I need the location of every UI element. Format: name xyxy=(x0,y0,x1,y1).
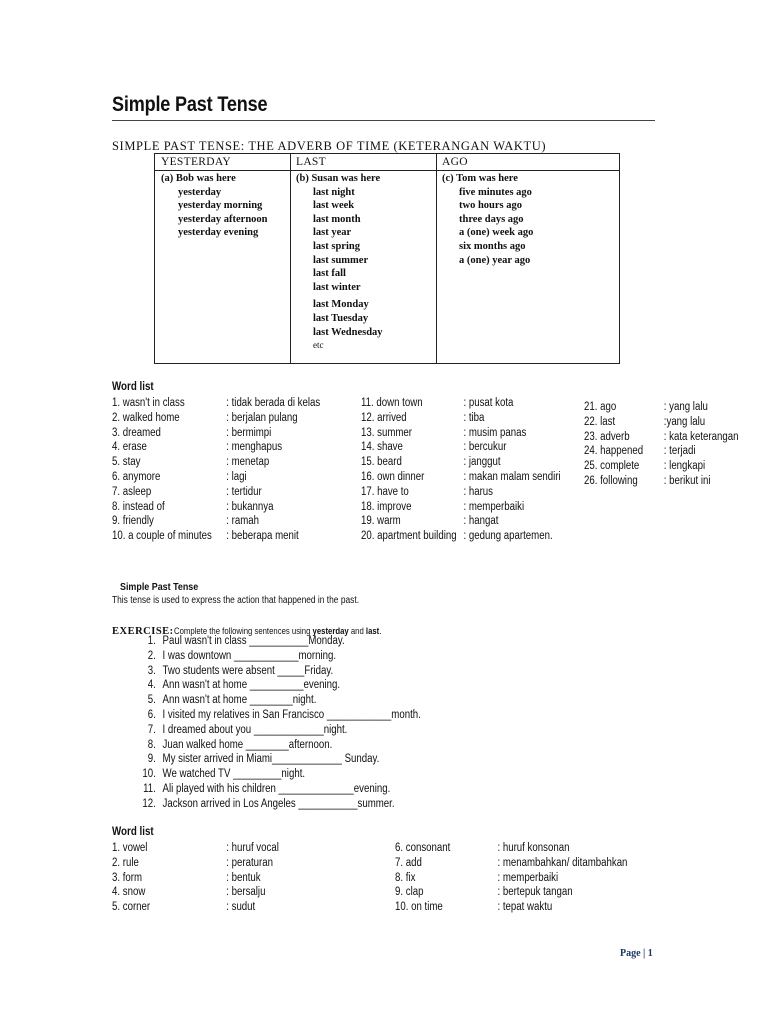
word-meaning: : harus xyxy=(463,485,494,498)
word-list-item xyxy=(112,529,299,544)
word-term: 17. have to xyxy=(361,485,409,498)
sentence-number: 4. xyxy=(147,679,156,692)
word-term: 21. ago xyxy=(584,401,617,413)
exercise-sentence xyxy=(134,634,345,649)
word-list-item xyxy=(584,415,706,430)
word-list-item xyxy=(112,856,273,871)
sentence-number: 1. xyxy=(147,635,156,647)
adverb-item: last summer xyxy=(313,254,369,266)
sentence-number: 5. xyxy=(147,694,156,707)
word-meaning: : bermimpi xyxy=(226,426,272,439)
sentence-number: 3. xyxy=(147,664,156,677)
exercise-sentence xyxy=(134,649,337,664)
word-meaning: : tepat waktu xyxy=(497,901,553,914)
adverb-items xyxy=(442,186,619,268)
adverb-col-header: LAST xyxy=(290,154,436,171)
word-meaning: : memperbaiki xyxy=(497,871,559,884)
word-list-item xyxy=(395,871,559,886)
wordlist-1-title: Word list xyxy=(112,381,154,393)
word-meaning: : kata keterangan xyxy=(663,430,739,443)
word-term: 9. friendly xyxy=(112,515,154,528)
word-meaning: : janggut xyxy=(463,456,501,469)
adverb-item: last Tuesday xyxy=(313,312,369,324)
word-meaning: : memperbaiki xyxy=(463,500,525,513)
adverb-etc: etc xyxy=(313,340,324,351)
word-meaning: : tertidur xyxy=(226,485,262,498)
word-term: 8. instead of xyxy=(112,500,165,513)
word-meaning: : ramah xyxy=(226,515,259,528)
word-term: 2. rule xyxy=(112,856,139,869)
wordlist-1-col-2 xyxy=(361,396,561,544)
word-meaning: : lengkapi xyxy=(663,460,706,473)
word-list-item xyxy=(112,900,256,915)
sentence-text: Ali played with his children ______________evening. xyxy=(162,782,391,795)
word-term: 15. beard xyxy=(361,456,402,469)
word-list-item xyxy=(112,841,279,856)
instruction-part: . xyxy=(378,626,382,636)
word-meaning: : bercukur xyxy=(463,441,507,454)
adverb-item: six months ago xyxy=(459,240,526,252)
word-list-item xyxy=(584,430,739,445)
adverb-item: last fall xyxy=(313,268,346,280)
exercise-sentences xyxy=(134,634,421,812)
word-meaning: : menetap xyxy=(226,456,270,469)
word-list-item xyxy=(361,396,514,411)
word-list-item xyxy=(584,444,696,459)
section-description: This tense is used to express the action that happened in the past. xyxy=(112,595,360,606)
instruction-part: and xyxy=(348,626,366,636)
word-term: 26. following xyxy=(584,474,638,487)
adverb-items-days xyxy=(296,298,436,339)
sentence-number: 6. xyxy=(147,708,156,721)
exercise-sentence xyxy=(134,767,306,782)
word-meaning: : menambahkan/ ditambahkan xyxy=(497,856,628,869)
exercise-sentence xyxy=(134,782,391,797)
word-list-item xyxy=(361,426,527,441)
word-list-item xyxy=(584,474,711,489)
instruction-keyword: last xyxy=(365,626,379,636)
word-term: 7. asleep xyxy=(112,485,152,498)
word-list-item xyxy=(395,856,628,871)
word-list-item xyxy=(395,900,553,915)
word-meaning: : terjadi xyxy=(663,445,696,458)
word-term: 3. dreamed xyxy=(112,426,161,439)
word-list-item xyxy=(112,514,259,529)
word-meaning: : gedung apartemen. xyxy=(463,530,553,543)
word-term: 12. arrived xyxy=(361,411,407,424)
word-list-item xyxy=(112,871,261,886)
sentence-number: 12. xyxy=(142,797,156,810)
exercise-sentence xyxy=(134,693,317,708)
sentence-text: My sister arrived in Miami_____________ Sunday. xyxy=(162,753,380,766)
word-list-item xyxy=(112,411,298,426)
wordlist-1-col-1 xyxy=(112,396,321,544)
section-subtitle: Simple Past Tense xyxy=(120,581,199,593)
exercise-sentence xyxy=(134,752,380,767)
word-list-item xyxy=(112,396,321,411)
word-list-item xyxy=(584,459,706,474)
adverb-col-header: AGO xyxy=(436,154,619,171)
word-term: 9. clap xyxy=(395,886,424,899)
exercise-sentence xyxy=(134,664,334,679)
adverb-item: a (one) year ago xyxy=(459,254,531,266)
sentence-number: 10. xyxy=(142,768,156,781)
word-meaning: : sudut xyxy=(226,901,256,914)
word-meaning: : makan malam sendiri xyxy=(463,470,561,483)
word-term: 16. own dinner xyxy=(361,470,425,483)
adverb-item: yesterday evening xyxy=(178,227,259,239)
word-list-item xyxy=(361,514,499,529)
exercise-sentence xyxy=(134,678,341,693)
word-term: 6. anymore xyxy=(112,470,161,483)
adverb-lead: (c) Tom was here xyxy=(442,173,518,184)
word-meaning: : berikut ini xyxy=(663,474,711,487)
adverb-item: last year xyxy=(313,227,352,239)
word-meaning: : lagi xyxy=(226,470,247,483)
adverb-items xyxy=(296,186,436,295)
adverb-item: two hours ago xyxy=(459,200,523,212)
word-meaning: : berjalan pulang xyxy=(226,411,298,424)
word-term: 4. snow xyxy=(112,886,146,899)
word-list-item xyxy=(112,885,266,900)
word-list-item xyxy=(361,485,494,500)
word-meaning: : beberapa menit xyxy=(226,530,299,543)
page-title: Simple Past Tense xyxy=(112,93,268,116)
word-list-item xyxy=(361,529,553,544)
title-rule xyxy=(112,120,655,121)
exercise-sentence xyxy=(134,708,421,723)
word-term: 19. warm xyxy=(361,515,401,528)
word-list-item xyxy=(112,426,272,441)
exercise-sentence xyxy=(134,797,395,812)
word-term: 10. a couple of minutes xyxy=(112,530,212,543)
page-number: Page | 1 xyxy=(620,948,653,959)
word-meaning: : peraturan xyxy=(226,856,273,869)
word-term: 25. complete xyxy=(584,460,640,473)
adverb-lead: (b) Susan was here xyxy=(296,173,381,184)
word-list-item xyxy=(112,500,274,515)
wordlist-2-col-1 xyxy=(112,841,279,915)
word-term: 4. erase xyxy=(112,441,147,454)
adverb-item: last spring xyxy=(313,240,360,252)
word-meaning: : tiba xyxy=(463,411,485,424)
sentence-number: 8. xyxy=(147,738,156,751)
adverb-item: last Monday xyxy=(313,299,369,311)
word-list-item xyxy=(395,841,570,856)
word-list-item xyxy=(112,485,262,500)
sentence-text: I was downtown ____________morning. xyxy=(162,649,337,662)
word-meaning: : bersalju xyxy=(226,886,266,899)
word-meaning: : musim panas xyxy=(463,426,527,439)
word-meaning: : huruf vocal xyxy=(226,842,279,854)
exercise-sentence xyxy=(134,723,348,738)
word-term: 24. happened xyxy=(584,445,644,458)
word-term: 14. shave xyxy=(361,441,403,454)
adverb-heading: SIMPLE PAST TENSE: THE ADVERB OF TIME (KETERANGAN WAKTU) xyxy=(112,139,547,153)
adverb-item: yesterday morning xyxy=(178,200,263,212)
word-term: 13. summer xyxy=(361,426,413,439)
word-term: 22. last xyxy=(584,415,616,428)
adverb-item: last night xyxy=(313,186,355,198)
word-list-item xyxy=(395,885,573,900)
word-term: 1. vowel xyxy=(112,842,148,854)
adverb-col-ago xyxy=(436,154,619,363)
word-term: 1. wasn't in class xyxy=(112,397,185,409)
word-meaning: : bertepuk tangan xyxy=(497,886,573,899)
word-term: 5. corner xyxy=(112,901,151,914)
word-term: 20. apartment building xyxy=(361,530,457,543)
word-term: 3. form xyxy=(112,871,143,884)
word-list-item xyxy=(361,440,507,455)
word-term: 10. on time xyxy=(395,901,443,914)
adverb-item: last Wednesday xyxy=(313,326,383,338)
adverb-lead: (a) Bob was here xyxy=(161,173,236,184)
sentence-text: Ann wasn't at home __________evening. xyxy=(162,679,341,692)
adverb-item: last week xyxy=(313,200,355,212)
adverb-item: yesterday xyxy=(178,186,222,198)
adverb-table xyxy=(154,153,620,364)
exercise-sentence xyxy=(134,738,333,753)
instruction-keyword: yesterday xyxy=(312,626,349,636)
sentence-text: Two students were absent _____Friday. xyxy=(162,664,334,677)
word-list-item xyxy=(361,470,561,485)
word-term: 23. adverb xyxy=(584,430,630,443)
word-term: 8. fix xyxy=(395,871,416,884)
word-list-item xyxy=(112,455,270,470)
word-term: 6. consonant xyxy=(395,842,451,854)
word-list-item xyxy=(361,411,485,426)
word-term: 7. add xyxy=(395,856,422,869)
adverb-col-yesterday xyxy=(155,154,291,363)
wordlist-2-col-2 xyxy=(395,841,628,915)
adverb-item: a (one) week ago xyxy=(459,227,534,239)
sentence-text: We watched TV _________night. xyxy=(162,768,306,781)
word-meaning: : bukannya xyxy=(226,500,274,513)
word-meaning: :yang lalu xyxy=(663,415,706,428)
sentence-text: Juan walked home ________afternoon. xyxy=(162,738,333,751)
exercise-label: EXERCISE: xyxy=(112,626,174,637)
adverb-col-body xyxy=(290,171,436,353)
word-meaning: : pusat kota xyxy=(463,397,514,409)
word-term: 5. stay xyxy=(112,456,141,469)
adverb-item: yesterday afternoon xyxy=(178,213,268,225)
instruction-part: Complete the following sentences using xyxy=(173,626,313,636)
word-term: 18. improve xyxy=(361,500,412,513)
sentence-number: 11. xyxy=(143,782,156,795)
adverb-col-body xyxy=(436,171,619,267)
word-meaning: : yang lalu xyxy=(663,401,708,413)
wordlist-1-col-3 xyxy=(584,400,739,489)
sentence-number: 9. xyxy=(147,753,156,766)
word-term: 2. walked home xyxy=(112,411,180,424)
adverb-item: five minutes ago xyxy=(459,186,532,198)
adverb-col-body xyxy=(155,171,290,240)
word-meaning: : hangat xyxy=(463,515,499,528)
word-list-item xyxy=(361,500,525,515)
word-list-item xyxy=(112,440,283,455)
sentence-text: Jackson arrived in Los Angeles ___________summer. xyxy=(162,797,395,810)
word-list-item xyxy=(112,470,247,485)
adverb-items xyxy=(161,186,290,240)
adverb-col-last xyxy=(290,154,437,363)
word-term: 11. down town xyxy=(361,397,423,409)
adverb-item: last month xyxy=(313,213,361,225)
sentence-text: I dreamed about you _____________night. xyxy=(162,723,348,736)
word-meaning: : huruf konsonan xyxy=(497,842,570,854)
adverb-item: last winter xyxy=(313,281,361,293)
sentence-text: Ann wasn't at home ________night. xyxy=(162,694,317,707)
word-meaning: : tidak berada di kelas xyxy=(226,397,321,409)
sentence-text: Paul wasn't in class ___________Monday. xyxy=(162,635,345,647)
sentence-number: 2. xyxy=(147,649,156,662)
word-meaning: : bentuk xyxy=(226,871,261,884)
sentence-number: 7. xyxy=(147,723,156,736)
adverb-item: three days ago xyxy=(459,213,524,225)
adverb-col-header: YESTERDAY xyxy=(155,154,290,171)
word-list-item xyxy=(361,455,501,470)
word-meaning: : menghapus xyxy=(226,441,283,454)
word-list-item xyxy=(584,400,708,415)
sentence-text: I visited my relatives in San Francisco ____________month. xyxy=(162,708,421,721)
wordlist-2-title: Word list xyxy=(112,826,154,838)
